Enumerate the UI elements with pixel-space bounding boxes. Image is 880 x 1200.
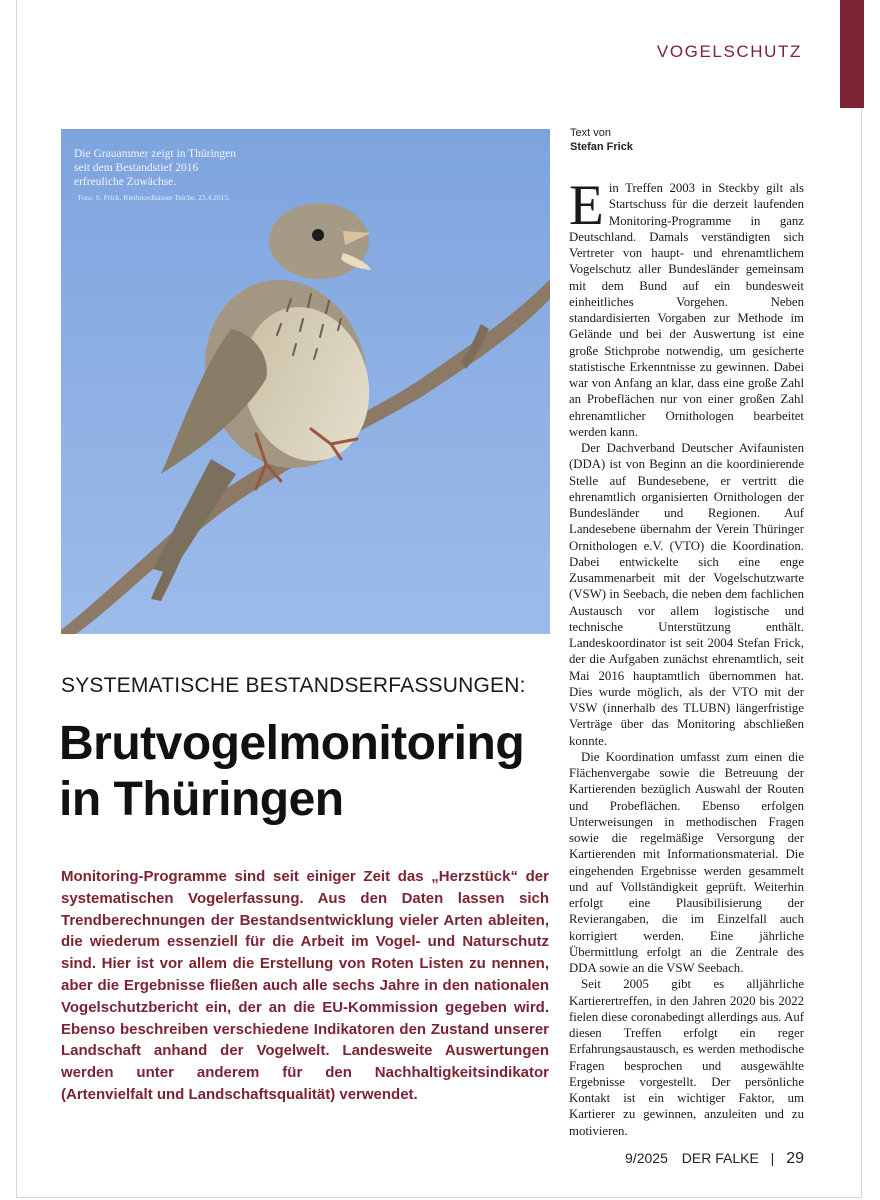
article-body <box>569 174 804 1139</box>
corn-bunting-illustration <box>61 129 550 634</box>
body-paragraph-2: Der Dachverband Deutscher Avifaunisten (DDA) ist von Beginn an die koordinierende Stelle auf Bundesebene, er vertritt die ehrenamtlich organisierten Ornithologen der Bundesländer und Regionen. Auf Landesebene übernahm der Verein Thüringer Ornithologen e.V. (VTO) die Koordination. Dabei entwickelte sich eine enge Zusammenarbeit mit der Vogelschutzwarte (VSW) in Seebach, die neben dem fachlichen Austausch vor allem logistische und technische Unterstützung enthält. Landeskoordinator ist seit 2004 Stefan Frick, der die Aufgaben zunächst ehrenamtlich, seit Mai 2016 hauptamtlich übernommen hat. Dies wurde möglich, als der VTO mit der VSW (innerhalb des TLUBN) längerfristige Verträge über das Monitoring abschließen konnte. <box>569 441 804 748</box>
article-headline <box>59 716 559 828</box>
page-footer <box>625 1150 804 1168</box>
page-number: 29 <box>786 1150 804 1167</box>
body-paragraph-1-text: in Treffen 2003 in Steckby gilt als Startschuss für die derzeit laufenden Monitoring-Programme in ganz Deutschland. Damals verständigten sich Vertreter von haupt- und ehrenamtlichem Vogelschutz aller Bundesländer gemeinsam mit dem Bund auf ein bundesweit einheitliches Vorgehen. Neben standardisierten Vorgaben zur Methode im Gelände und bei der Auswertung ist eine große Stichprobe notwendig, um gesicherte statistische Erkenntnisse zu gewinnen. Dabei war von Anfang an klar, dass eine große Zahl an Probeflächen nur von einer großen Zahl ehrenamtlicher Ornithologen bearbeitet werden kann. <box>569 181 804 439</box>
photo-credit: Foto: S. Frick, Riethnordhäuser Teiche, 23.4.2015. <box>78 193 231 202</box>
photo-caption: Die Grauammer zeigt in Thüringen seit dem Bestandstief 2016 erfreuliche Zuwächse. <box>74 148 237 188</box>
headline-line-1: Brutvogelmonitoring <box>59 717 525 770</box>
footer-separator: | <box>770 1150 775 1166</box>
footer-issue: 9/2025 <box>625 1150 668 1166</box>
body-paragraph-3: Die Koordination umfasst zum einen die Flächenvergabe sowie die Betreuung der Kartierenden bezüglich Auswahl der Routen und Probeflächen. Ebenso erfolgen Unterweisungen in methodischen Fragen sowie die regelmäßige Versorgung der Kartierenden mit Informationsmaterial. Die eingehenden Ergebnisse werden gesammelt und auf Vollständigkeit geprüft. Weiterhin erfolgt eine Plausibilisierung der Revierangaben, die im Einzelfall auch korrigiert werden. Eine jährliche Übermittlung erfolgt an die Zentrale des DDA sowie an die VSW Seebach. <box>569 749 804 975</box>
article-kicker: SYSTEMATISCHE BESTANDSERFASSUNGEN: <box>61 674 526 697</box>
author-label: Text von <box>570 127 611 139</box>
body-paragraph-1 <box>569 174 804 440</box>
footer-magazine: DER FALKE <box>681 1150 759 1166</box>
headline-line-2: in Thüringen <box>59 773 344 826</box>
section-color-tab <box>840 0 864 108</box>
author-name: Stefan Frick <box>570 141 633 153</box>
article-lead: Monitoring-Programme sind seit einiger Zeit das „Herzstück“ der systematischen Vogelerfassung. Aus den Daten lassen sich Trendberechnungen der Bestandsentwicklung vieler Arten ableiten, die wiederum essenziell für die Arbeit im Vogel- und Naturschutz sind. Hier ist vor allem die Erstellung von Roten Listen zu nennen, aber die Ergebnisse fließen auch alle sechs Jahre in den nationalen Vogelschutzbericht ein, der an die EU-Kommission gegeben wird. Ebenso beschreiben verschiedene Indikatoren den Zustand unserer Landschaft anhand der Vogelwelt. Landesweite Auswertungen werden unter anderem für den Nachhaltigkeitsindikator (Artenvielfalt und Landschaftsqualität) verwendet. <box>61 868 549 1103</box>
drop-cap: E <box>569 174 604 237</box>
bird-photo <box>61 129 550 634</box>
section-label: VOGELSCHUTZ <box>656 42 802 61</box>
body-paragraph-4: Seit 2005 gibt es alljährliche Kartierertreffen, in den Jahren 2020 bis 2022 fielen diese coronabedingt allerdings aus. Auf diesen Treffen erfolgt ein reger Erfahrungsaustausch, es werden methodische Fragen besprochen und ausgewählte Ergebnisse vorgestellt. Der persönliche Kontakt ist ein wichtiger Faktor, um Kartierer zu gewinnen, anzuleiten und zu motivieren. <box>569 977 804 1138</box>
